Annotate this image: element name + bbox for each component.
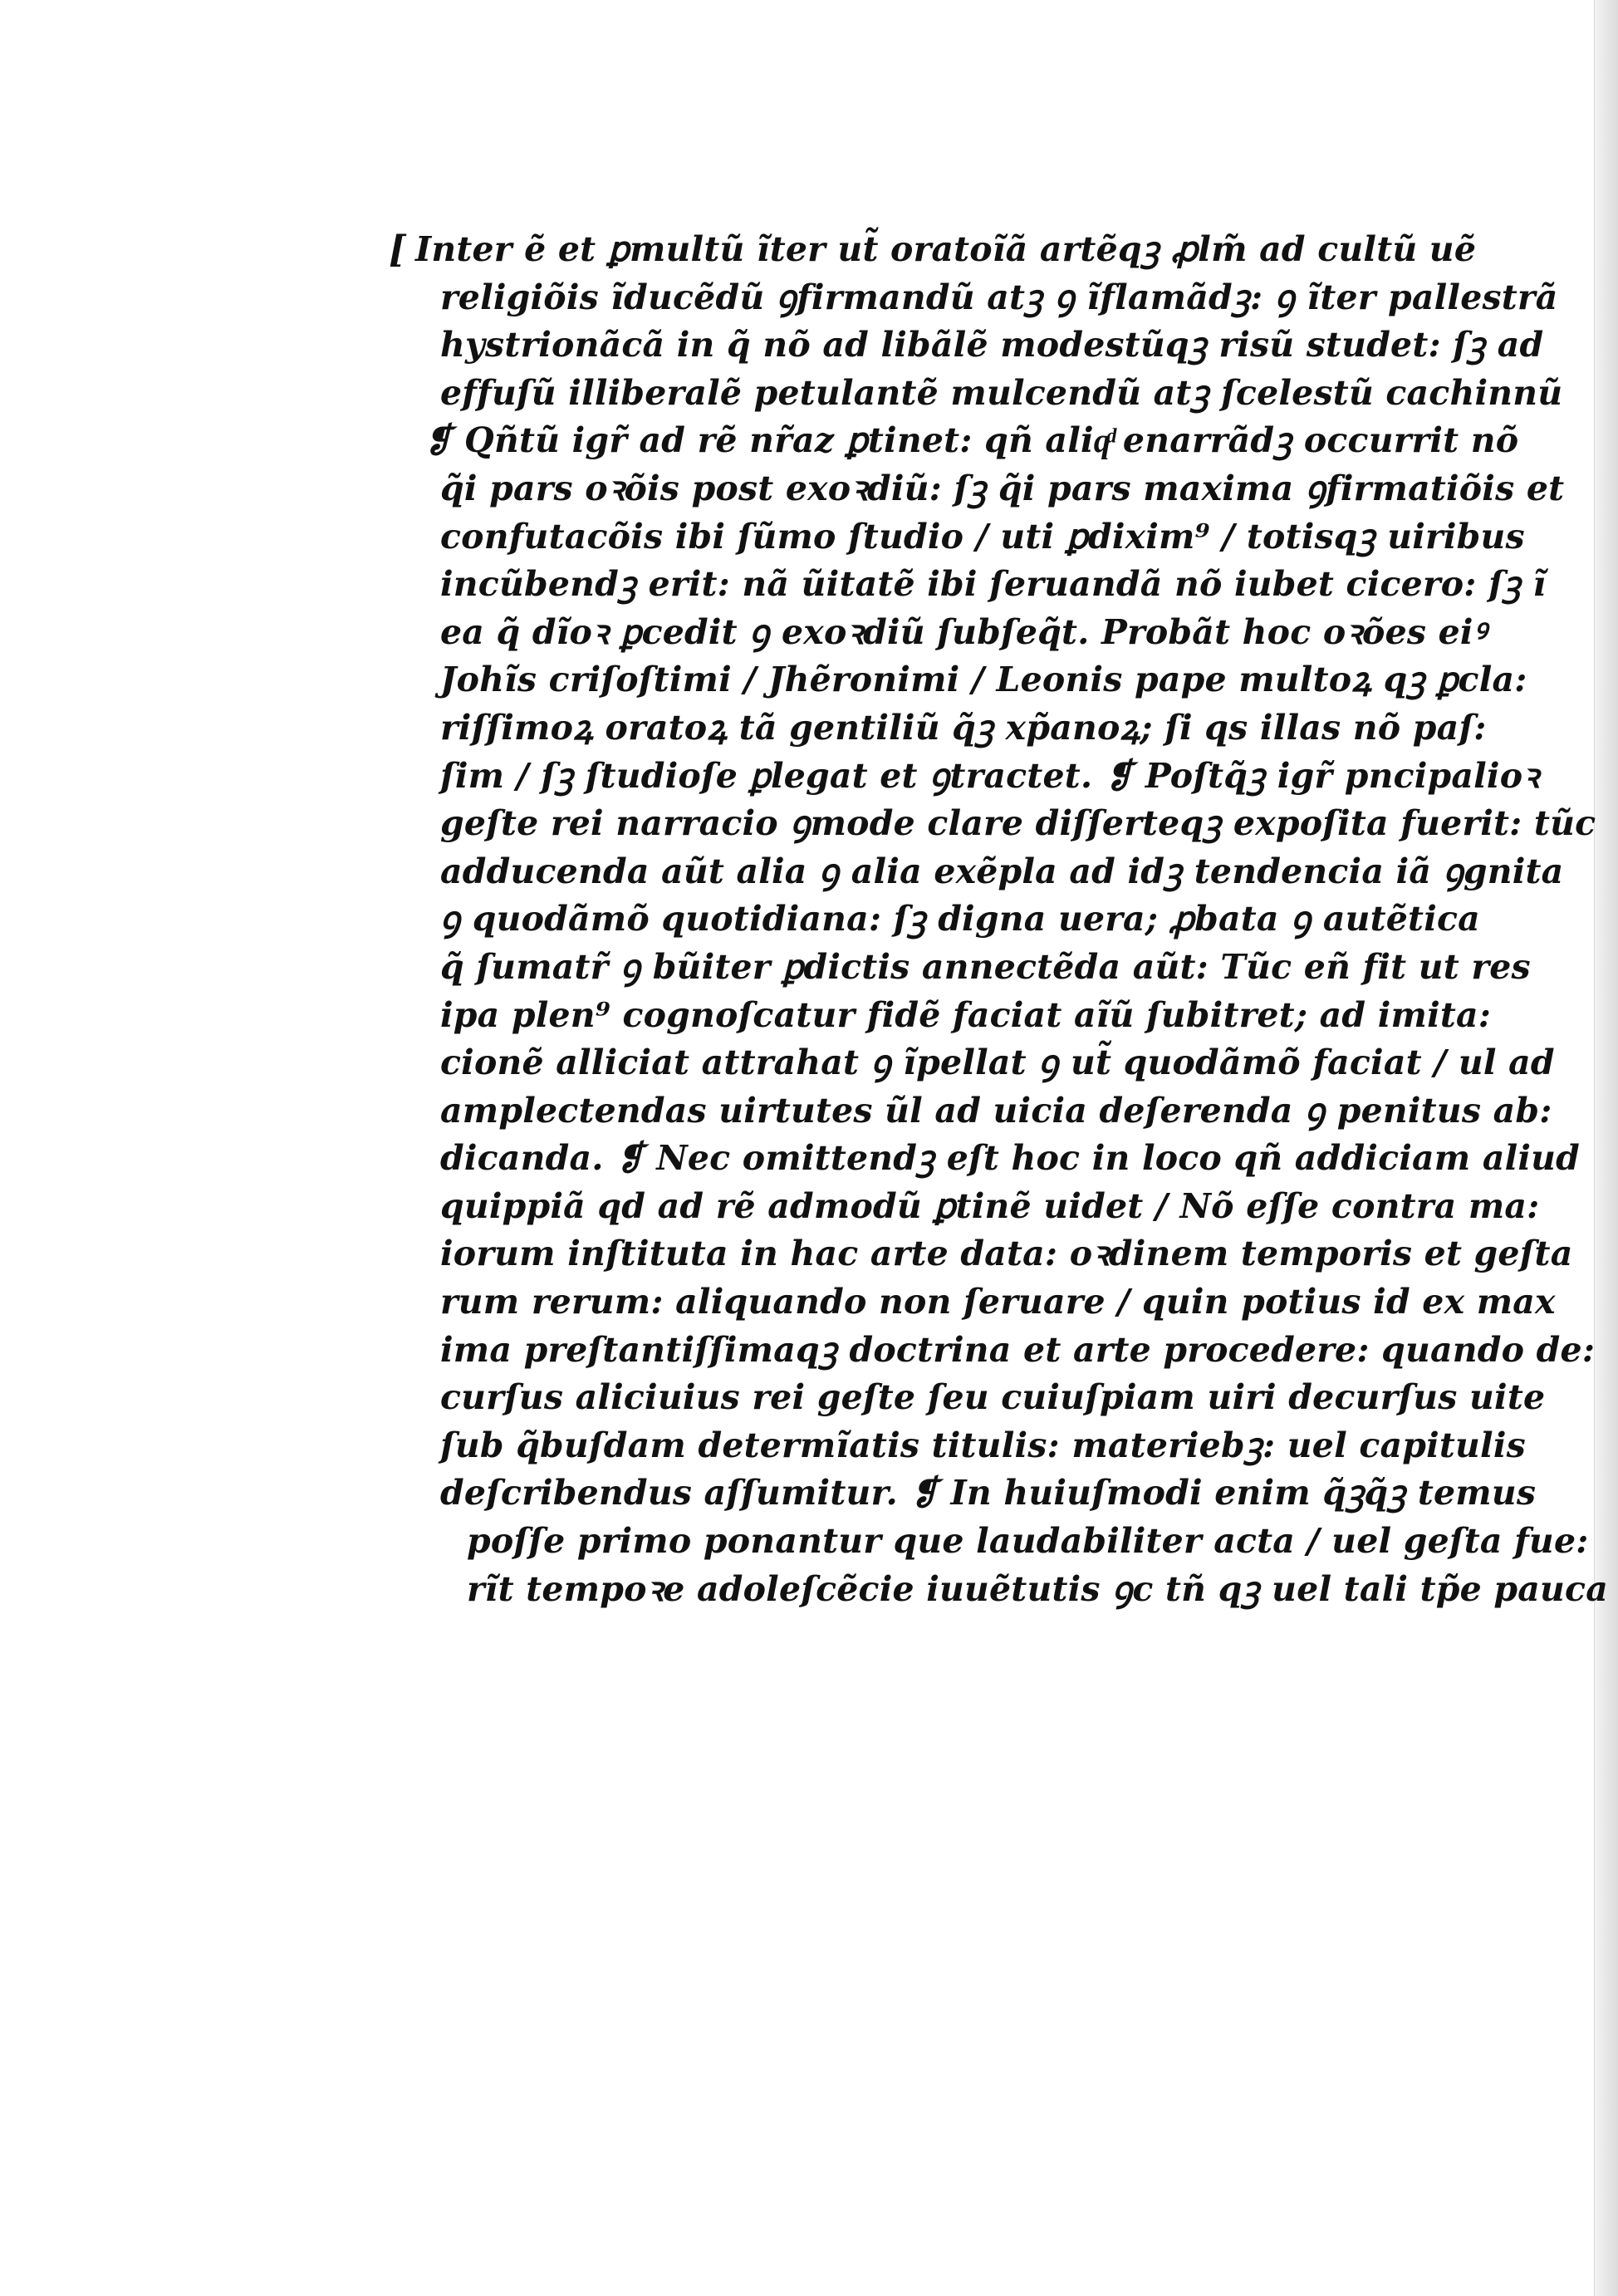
text-line	[440, 274, 1558, 322]
text-line	[440, 848, 1564, 896]
line-text: amplectendas uirtutes ũl ad uicia deſerenda ꝯ penitus ab:	[440, 1090, 1552, 1131]
text-line	[440, 1087, 1552, 1136]
line-text: ❡ Qñtũ igr̃ ad rẽ nr̃az ꝑtinet: qñ aliqͩ enarrãdꝫ occurrit nõ	[424, 420, 1519, 461]
text-line	[440, 656, 1527, 704]
text-line	[440, 944, 1531, 992]
text-line	[440, 1469, 1537, 1518]
text-line	[440, 992, 1492, 1040]
line-text: poſſe primo ponantur que laudabiliter acta / uel geſta fue:	[467, 1521, 1589, 1562]
text-line	[389, 226, 1477, 274]
text-line	[467, 1518, 1589, 1566]
text-line	[440, 321, 1544, 370]
text-line	[440, 1422, 1526, 1470]
line-text: rum rerum: aliquando non ſeruare / quin potius id ex max	[440, 1282, 1556, 1322]
text-line	[440, 1039, 1555, 1087]
text-line	[440, 561, 1547, 609]
page-edge-shadow	[1594, 0, 1618, 2296]
text-line	[440, 609, 1487, 657]
text-line	[440, 1278, 1556, 1327]
text-line	[440, 800, 1596, 848]
line-text: ima preſtantiſſimaqꝫ doctrina et arte procedere: quando de:	[440, 1329, 1596, 1370]
line-text: curſus aliciuius rei geſte ſeu cuiuſpiam uiri decurſus uite	[440, 1377, 1546, 1418]
line-text: ſim / ſꝫ ſtudioſe ꝑlegat et ꝯtractet. ❡ Poſtq̃ꝫ igr̃ pncipalioꝛ	[440, 755, 1539, 796]
line-text: incũbendꝫ erit: nã ũitatẽ ibi ſeruandã nõ iubet cicero: ſꝫ ĩ	[440, 564, 1547, 605]
line-text: ꝯ quodãmõ quotidiana: ſꝫ digna uera; ꝓbata ꝯ autẽtica	[440, 899, 1480, 939]
text-line	[440, 895, 1480, 944]
line-text: rĩt tempoꝛe adoleſcẽcie iuuẽtutis ꝯc tñ qꝫ uel tali tp̃e pauca	[467, 1568, 1608, 1609]
line-text: adducenda aũt alia ꝯ alia exẽpla ad idꝫ tendencia iã ꝯgnita	[440, 851, 1564, 891]
text-line	[440, 753, 1539, 801]
line-text: religiõis ĩducẽdũ ꝯfirmandũ atꝫ ꝯ ĩflamãdꝫ: ꝯ ĩter pallestrã	[440, 277, 1558, 317]
line-text: cionẽ alliciat attrahat ꝯ ĩpellat ꝯ ut̃ quodãmõ faciat / ul ad	[440, 1043, 1555, 1083]
line-text: hystrionãcã in q̃ nõ ad libãlẽ modestũqꝫ risũ studet: ſꝫ ad	[440, 325, 1544, 365]
text-line	[440, 370, 1563, 418]
text-line	[467, 1566, 1608, 1614]
line-text: geſte rei narracio ꝯmode clare diſſerteqꝫ expoſita fuerit: tũc	[440, 803, 1596, 844]
text-line	[424, 417, 1519, 465]
line-text: Johĩs criſoſtimi / Jhẽronimi / Leonis pape multoꝝ qꝫ ꝑcla:	[440, 660, 1527, 700]
text-line	[440, 1327, 1596, 1375]
line-text: riſſimoꝝ oratoꝝ tã gentiliũ q̃ꝫ xp̃anoꝝ; ſi qs illas nõ paſ:	[440, 707, 1487, 748]
line-text: ipa plen⁹ cognoſcatur fidẽ faciat aĩũ ſubitret; ad imita:	[440, 994, 1492, 1035]
text-line	[440, 1135, 1581, 1183]
text-line	[440, 1374, 1546, 1422]
line-text: effuſũ illiberalẽ petulantẽ mulcendũ atꝫ ſcelestũ cachinnũ	[440, 372, 1563, 413]
line-text: dicanda. ❡ Nec omittendꝫ eſt hoc in loco qñ addiciam aliud	[440, 1138, 1581, 1179]
text-column	[389, 226, 1608, 1613]
line-text: iorum inſtituta in hac arte data: oꝛdinem temporis et geſta	[440, 1234, 1573, 1274]
line-text: confutacõis ibi ſũmo ſtudio / uti ꝑdixim⁹ / totisqꝫ uiribus	[440, 516, 1525, 557]
text-line	[440, 465, 1565, 513]
line-text: q̃ ſumatr̃ ꝯ bũiter ꝑdictis annectẽda aũt: Tũc eñ fit ut res	[440, 946, 1531, 987]
text-line	[440, 1230, 1573, 1278]
line-text: q̃i pars oꝛõis post exoꝛdiũ: ſꝫ q̃i pars maxima ꝯfirmatiõis et	[440, 468, 1565, 508]
line-text: quippiã qd ad rẽ admodũ ꝑtinẽ uidet / Nõ eſſe contra ma:	[440, 1185, 1540, 1226]
line-marker: [	[389, 228, 407, 271]
text-line	[440, 1183, 1540, 1231]
line-text: ſub q̃buſdam determĩatis titulis: materiebꝫ: uel capitulis	[440, 1425, 1526, 1465]
line-text: deſcribendus aſſumitur. ❡ In huiuſmodi enim q̃ꝫq̃ꝫ temus	[440, 1473, 1537, 1513]
line-text: Inter ẽ et ꝑmultũ ĩter ut̃ oratoĩã artẽqꝫ ꝓlm̃ ad cultũ uẽ	[415, 229, 1477, 269]
text-line	[440, 704, 1487, 753]
text-line	[440, 513, 1525, 562]
line-text: ea q̃ dĩoꝛ ꝑcedit ꝯ exoꝛdiũ ſubſeq̃t. Probãt hoc oꝛões eiꝰ	[440, 611, 1487, 652]
